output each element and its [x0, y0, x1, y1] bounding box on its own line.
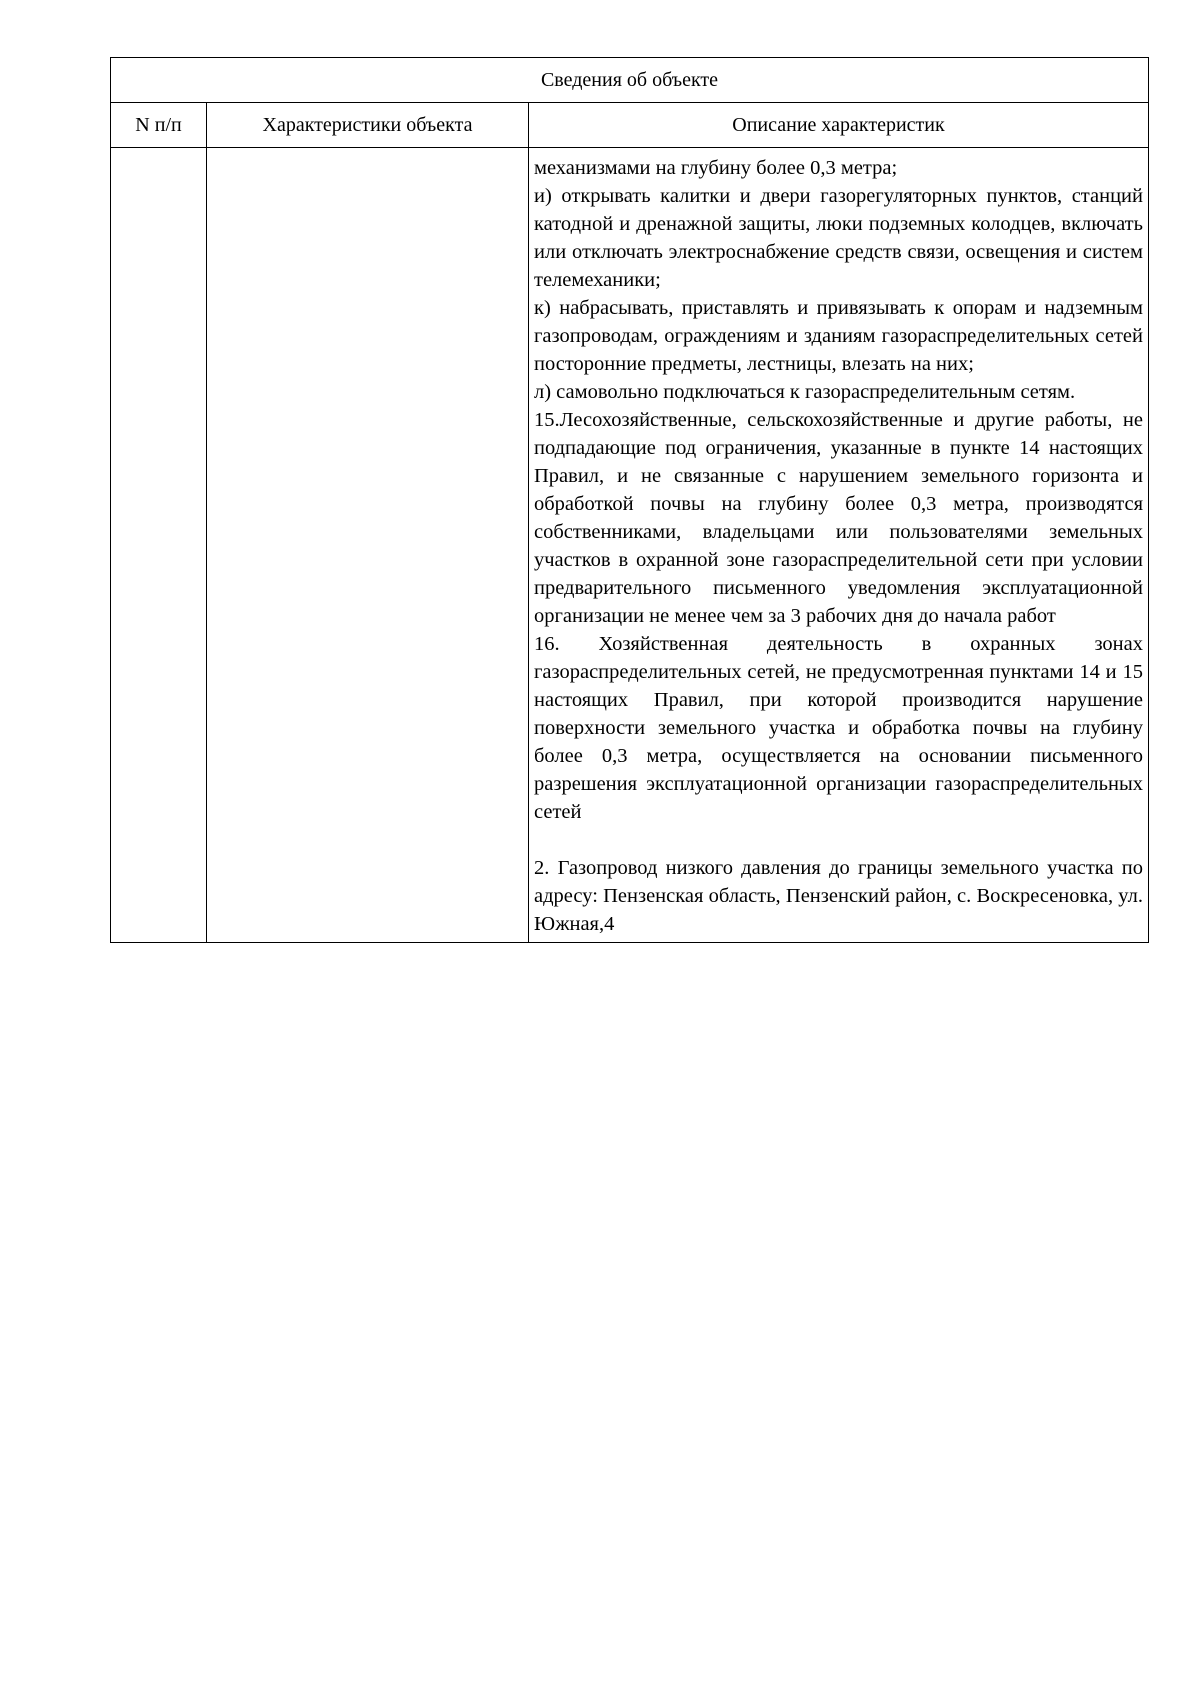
- description-paragraph: и) открывать калитки и двери газорегуляторных пунктов, станций катодной и дренажной защиты, люки подземных колодцев, включать или отключать электроснабжение средств связи, освещения и систем телемеханики;: [534, 185, 1143, 291]
- header-description: Описание характеристик: [529, 103, 1149, 148]
- table-row: [111, 148, 1149, 943]
- description-paragraph: 16. Хозяйственная деятельность в охранных зонах газораспределительных сетей, не предусмотренная пунктами 14 и 15 настоящих Правил, при которой производится нарушение поверхности земельного участка и обработка почвы на глубину более 0,3 метра, осуществляется на основании письменного разрешения эксплуатационной организации газораспределительных сетей: [534, 633, 1143, 823]
- object-info-table: [110, 57, 1149, 943]
- description-paragraph: л) самовольно подключаться к газораспределительным сетям.: [534, 381, 1076, 403]
- cell-number: [111, 148, 207, 943]
- cell-description: [529, 148, 1149, 943]
- header-characteristics: Характеристики объекта: [207, 103, 529, 148]
- description-paragraph: к) набрасывать, приставлять и привязывать к опорам и надземным газопроводам, ограждениям и зданиям газораспределительных сетей посторонние предметы, лестницы, влезать на них;: [534, 297, 1143, 375]
- description-paragraph: 15.Лесохозяйственные, сельскохозяйственные и другие работы, не подпадающие под ограничения, указанные в пункте 14 настоящих Правил, и не связанные с нарушением земельного горизонта и обработкой почвы на глубину более 0,3 метра, производятся собственниками, владельцами или пользователями земельных участков в охранной зоне газораспределительной сети при условии предварительного письменного уведомления эксплуатационной организации не менее чем за 3 рабочих дня до начала работ: [534, 409, 1143, 627]
- table-caption: Сведения об объекте: [111, 58, 1149, 103]
- table-header-row: [111, 103, 1149, 148]
- description-paragraph: механизмами на глубину более 0,3 метра;: [534, 157, 898, 179]
- header-number: N п/п: [111, 103, 207, 148]
- description-paragraph: 2. Газопровод низкого давления до границы земельного участка по адресу: Пензенская область, Пензенский район, с. Воскресеновка, ул. Южная,4: [534, 857, 1143, 935]
- table-caption-row: [111, 58, 1149, 103]
- cell-characteristics: [207, 148, 529, 943]
